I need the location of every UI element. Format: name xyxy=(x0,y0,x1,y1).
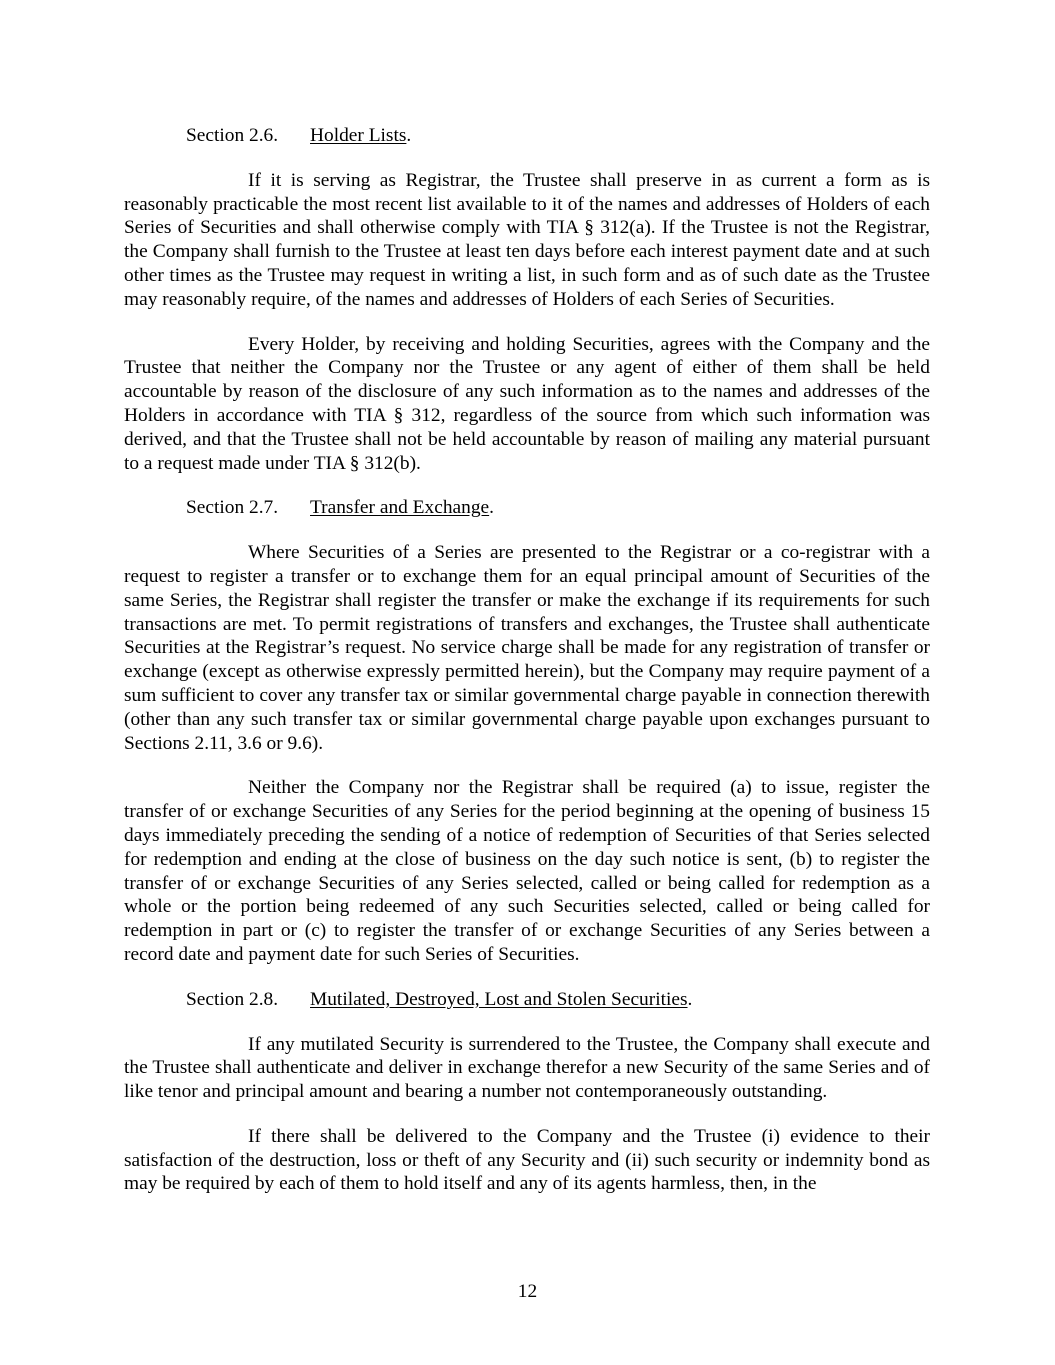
section-heading-2-8 xyxy=(124,988,930,1012)
section-number: Section 2.7. xyxy=(186,497,279,519)
paragraph: If it is serving as Registrar, the Trustee shall preserve in as current a form as is reasonably practicable the most recent list available to it of the names and addresses of Holders of each Series of Securities and shall otherwise comply with TIA § 312(a). If the Trustee is not the Registrar, the Company shall furnish to the Trustee at least ten days before each interest payment date and at such other times as the Trustee may request in writing a list, in such form and as of such date as the Trustee may reasonably require, of the names and addresses of Holders of each Series of Securities. xyxy=(124,169,930,310)
section-heading-2-6 xyxy=(124,124,930,148)
page-number: 12 xyxy=(517,1281,538,1302)
paragraph: Where Securities of a Series are presented to the Registrar or a co-registrar with a request to register a transfer or to exchange them for an equal principal amount of Securities of the same Series, the Registrar shall register the transfer or make the exchange if its requirements for such transactions are met. To permit registrations of transfers and exchanges, the Trustee shall authenticate Securities at the Registrar’s request. No service charge shall be made for any registration of transfer or exchange (except as otherwise expressly permitted herein), but the Company may require payment of a sum sufficient to cover any transfer tax or similar governmental charge payable in connection therewith (other than any such transfer tax or similar governmental charge payable upon exchanges pursuant to Sections 2.11, 3.6 or 9.6). xyxy=(124,542,930,754)
document-page xyxy=(124,124,930,1196)
section-number: Section 2.8. xyxy=(186,988,279,1010)
title-period: . xyxy=(489,497,494,519)
paragraph: Every Holder, by receiving and holding Securities, agrees with the Company and the Trustee that neither the Company nor the Trustee or any agent of either of them shall be held accountable by reason of the disclosure of any such information as to the names and addresses of the Holders in accordance with TIA § 312, regardless of the source from which such information was derived, and that the Trustee shall not be held accountable by reason of mailing any material pursuant to a request made under TIA § 312(b). xyxy=(124,333,930,474)
title-period: . xyxy=(406,125,412,146)
paragraph: If any mutilated Security is surrendered to the Trustee, the Company shall execute and the Trustee shall authenticate and deliver in exchange therefor a new Security of the same Series and of like tenor and principal amount and bearing a number not contemporaneously outstanding. xyxy=(124,1033,930,1103)
section-heading-2-7 xyxy=(124,496,930,520)
paragraph: Neither the Company nor the Registrar shall be required (a) to issue, register the transfer of or exchange Securities of any Series for the period beginning at the opening of business 15 days immediately preceding the sending of a notice of redemption of Securities of that Series selected for redemption and ending at the close of business on the day such notice is sent, (b) to register the transfer of or exchange Securities of any Series selected, called or being called for redemption as a whole or the portion being redeemed of any such Securities selected, called or being called for redemption in part or (c) to register the transfer of or exchange Securities of any Series between a record date and payment date for such Series of Securities. xyxy=(124,777,930,965)
title-period: . xyxy=(687,988,693,1010)
section-number: Section 2.6. xyxy=(186,125,279,146)
section-title: Holder Lists xyxy=(310,125,407,146)
section-title: Transfer and Exchange xyxy=(310,497,490,519)
paragraph: If there shall be delivered to the Company and the Trustee (i) evidence to their satisfaction of the destruction, loss or theft of any Security and (ii) such security or indemnity bond as may be required by each of them to hold itself and any of its agents harmless, then, in the xyxy=(124,1125,930,1195)
section-title: Mutilated, Destroyed, Lost and Stolen Securities xyxy=(310,988,688,1010)
